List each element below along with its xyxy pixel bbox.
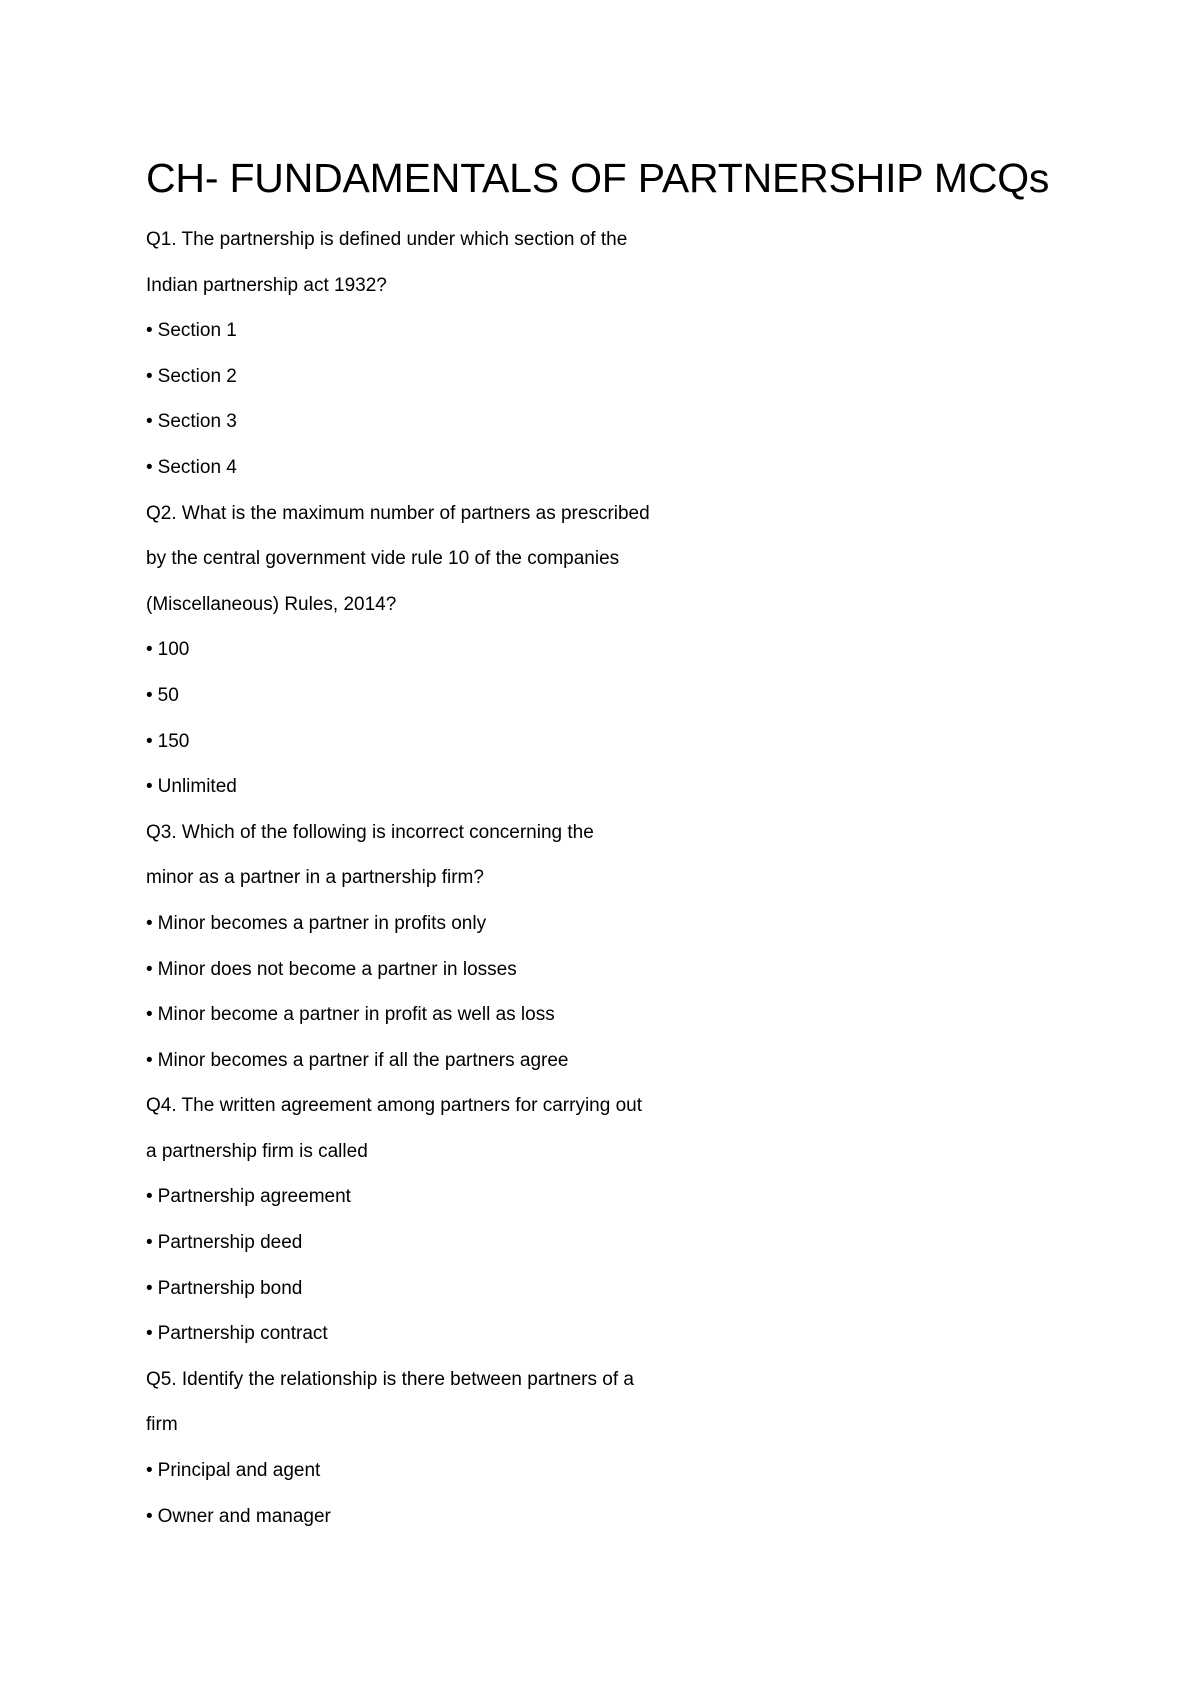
question-text [146,590,1046,636]
bullet-icon: • [146,639,153,661]
bullet-icon: • [146,1232,153,1254]
option-label: Section 1 [157,320,237,342]
option-label: Partnership agreement [157,1186,351,1208]
question-text [146,1091,1046,1137]
bullet-icon: • [146,912,153,934]
answer-option [146,1274,1046,1320]
answer-option [146,362,1046,408]
option-label: Section 4 [157,456,237,478]
bullet-icon: • [146,1277,153,1299]
answer-option [146,909,1046,955]
question-list [146,225,1046,1547]
option-label: Partnership deed [157,1232,303,1254]
option-label: Partnership contract [157,1323,328,1345]
bullet-icon: • [146,1323,153,1345]
page-title: CH- FUNDAMENTALS OF PARTNERSHIP MCQs [146,155,1050,201]
option-label: Minor becomes a partner if all the partners agree [157,1049,569,1071]
option-label: Principal and agent [157,1460,321,1482]
answer-option [146,1182,1046,1228]
answer-option [146,316,1046,362]
answer-option [146,407,1046,453]
option-label: Owner and manager [157,1505,331,1527]
question-label: a partnership firm is called [146,1140,368,1162]
bullet-icon: • [146,730,153,752]
answer-option [146,772,1046,818]
option-label: Section 2 [157,365,237,387]
question-label: by the central government vide rule 10 of the companies [146,548,620,570]
answer-option [146,1456,1046,1502]
option-label: 50 [157,684,179,706]
question-label: Indian partnership act 1932? [146,274,387,296]
answer-option [146,1502,1046,1548]
bullet-icon: • [146,1186,153,1208]
bullet-icon: • [146,320,153,342]
bullet-icon: • [146,1460,153,1482]
bullet-icon: • [146,365,153,387]
option-label: Section 3 [157,411,237,433]
question-label: minor as a partner in a partnership firm? [146,867,484,889]
bullet-icon: • [146,1049,153,1071]
question-text [146,818,1046,864]
question-label: Q2. What is the maximum number of partners as prescribed [146,502,650,524]
bullet-icon: • [146,684,153,706]
option-label: 150 [157,730,190,752]
question-text [146,1410,1046,1456]
option-label: Minor becomes a partner in profits only [157,912,487,934]
option-label: Unlimited [157,776,237,798]
question-label: firm [146,1414,178,1436]
answer-option [146,1000,1046,1046]
option-label: Minor become a partner in profit as well as loss [157,1004,555,1026]
question-text [146,499,1046,545]
question-label: Q4. The written agreement among partners for carrying out [146,1095,643,1117]
question-label: (Miscellaneous) Rules, 2014? [146,593,397,615]
answer-option [146,955,1046,1001]
answer-option [146,635,1046,681]
question-label: Q5. Identify the relationship is there between partners of a [146,1368,634,1390]
question-text [146,544,1046,590]
question-text [146,1137,1046,1183]
bullet-icon: • [146,958,153,980]
question-label: Q3. Which of the following is incorrect concerning the [146,821,594,843]
bullet-icon: • [146,1505,153,1527]
question-text [146,271,1046,317]
question-text [146,863,1046,909]
bullet-icon: • [146,456,153,478]
answer-option [146,681,1046,727]
answer-option [146,1319,1046,1365]
question-text [146,1365,1046,1411]
option-label: 100 [157,639,190,661]
answer-option [146,1228,1046,1274]
bullet-icon: • [146,411,153,433]
option-label: Partnership bond [157,1277,303,1299]
option-label: Minor does not become a partner in losses [157,958,517,980]
bullet-icon: • [146,776,153,798]
bullet-icon: • [146,1004,153,1026]
answer-option [146,1046,1046,1092]
question-text [146,225,1046,271]
answer-option [146,727,1046,773]
answer-option [146,453,1046,499]
question-label: Q1. The partnership is defined under which section of the [146,229,628,250]
